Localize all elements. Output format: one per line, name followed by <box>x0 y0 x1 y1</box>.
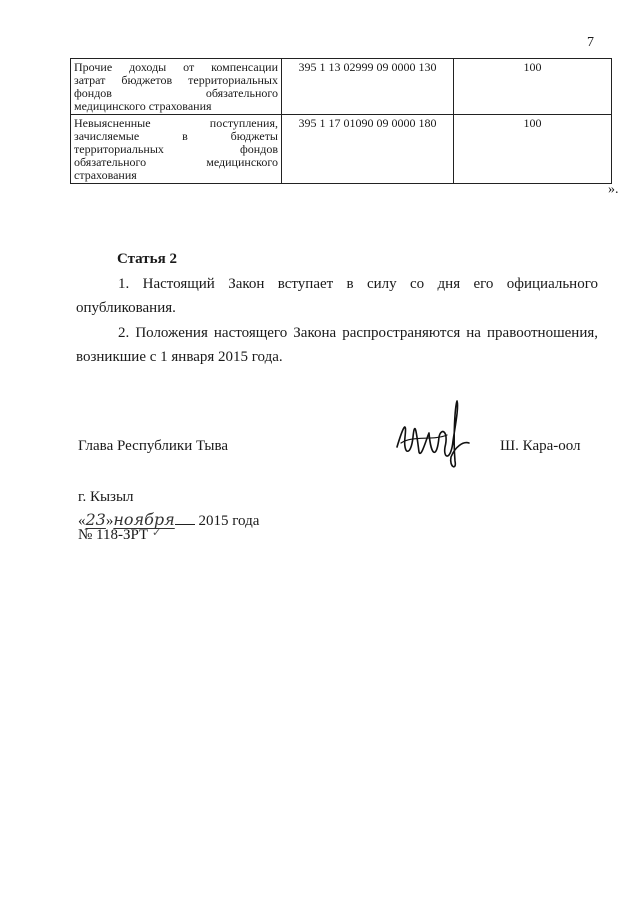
signing-date: «23»ноября 2015 года <box>78 510 260 529</box>
law-number: № 118-ЗРТ <box>78 527 149 543</box>
handwritten-signature <box>393 397 473 472</box>
signatory-title: Глава Республики Тыва <box>78 438 229 454</box>
amount-cell: 100 <box>454 115 612 184</box>
handwritten-tick-mark: ✓ <box>152 527 162 539</box>
classification-code-cell: 395 1 13 02999 09 0000 130 <box>282 59 454 115</box>
amount-cell: 100 <box>454 59 612 115</box>
city: г. Кызыл <box>78 489 134 505</box>
classification-code-cell: 395 1 17 01090 09 0000 180 <box>282 115 454 184</box>
budget-table <box>70 58 612 184</box>
date-day-handwritten: 23 <box>85 510 106 529</box>
article-title: Статья 2 <box>117 251 177 267</box>
date-year: 2015 года <box>198 513 260 529</box>
table-row <box>71 59 612 115</box>
income-name-cell: Невыясненные поступления, зачисляемые в бюджеты территориальных фондов обязательного медицинского страхования <box>71 115 282 184</box>
closing-quote-mark: ». <box>608 182 619 197</box>
date-month-handwritten: ноября <box>113 510 175 529</box>
income-name-cell: Прочие доходы от компенсации затрат бюджетов территориальных фондов обязательного медицинского страхования <box>71 59 282 115</box>
article-paragraph-2: 2. Положения настоящего Закона распространяются на правоотношения, возникшие с 1 января 2015 года. <box>76 325 598 365</box>
article-paragraph-1: 1. Настоящий Закон вступает в силу со дня его официального опубликования. <box>76 276 598 316</box>
signatory-name: Ш. Кара-оол <box>500 438 581 454</box>
page-number: 7 <box>587 35 594 50</box>
table-row <box>71 115 612 184</box>
